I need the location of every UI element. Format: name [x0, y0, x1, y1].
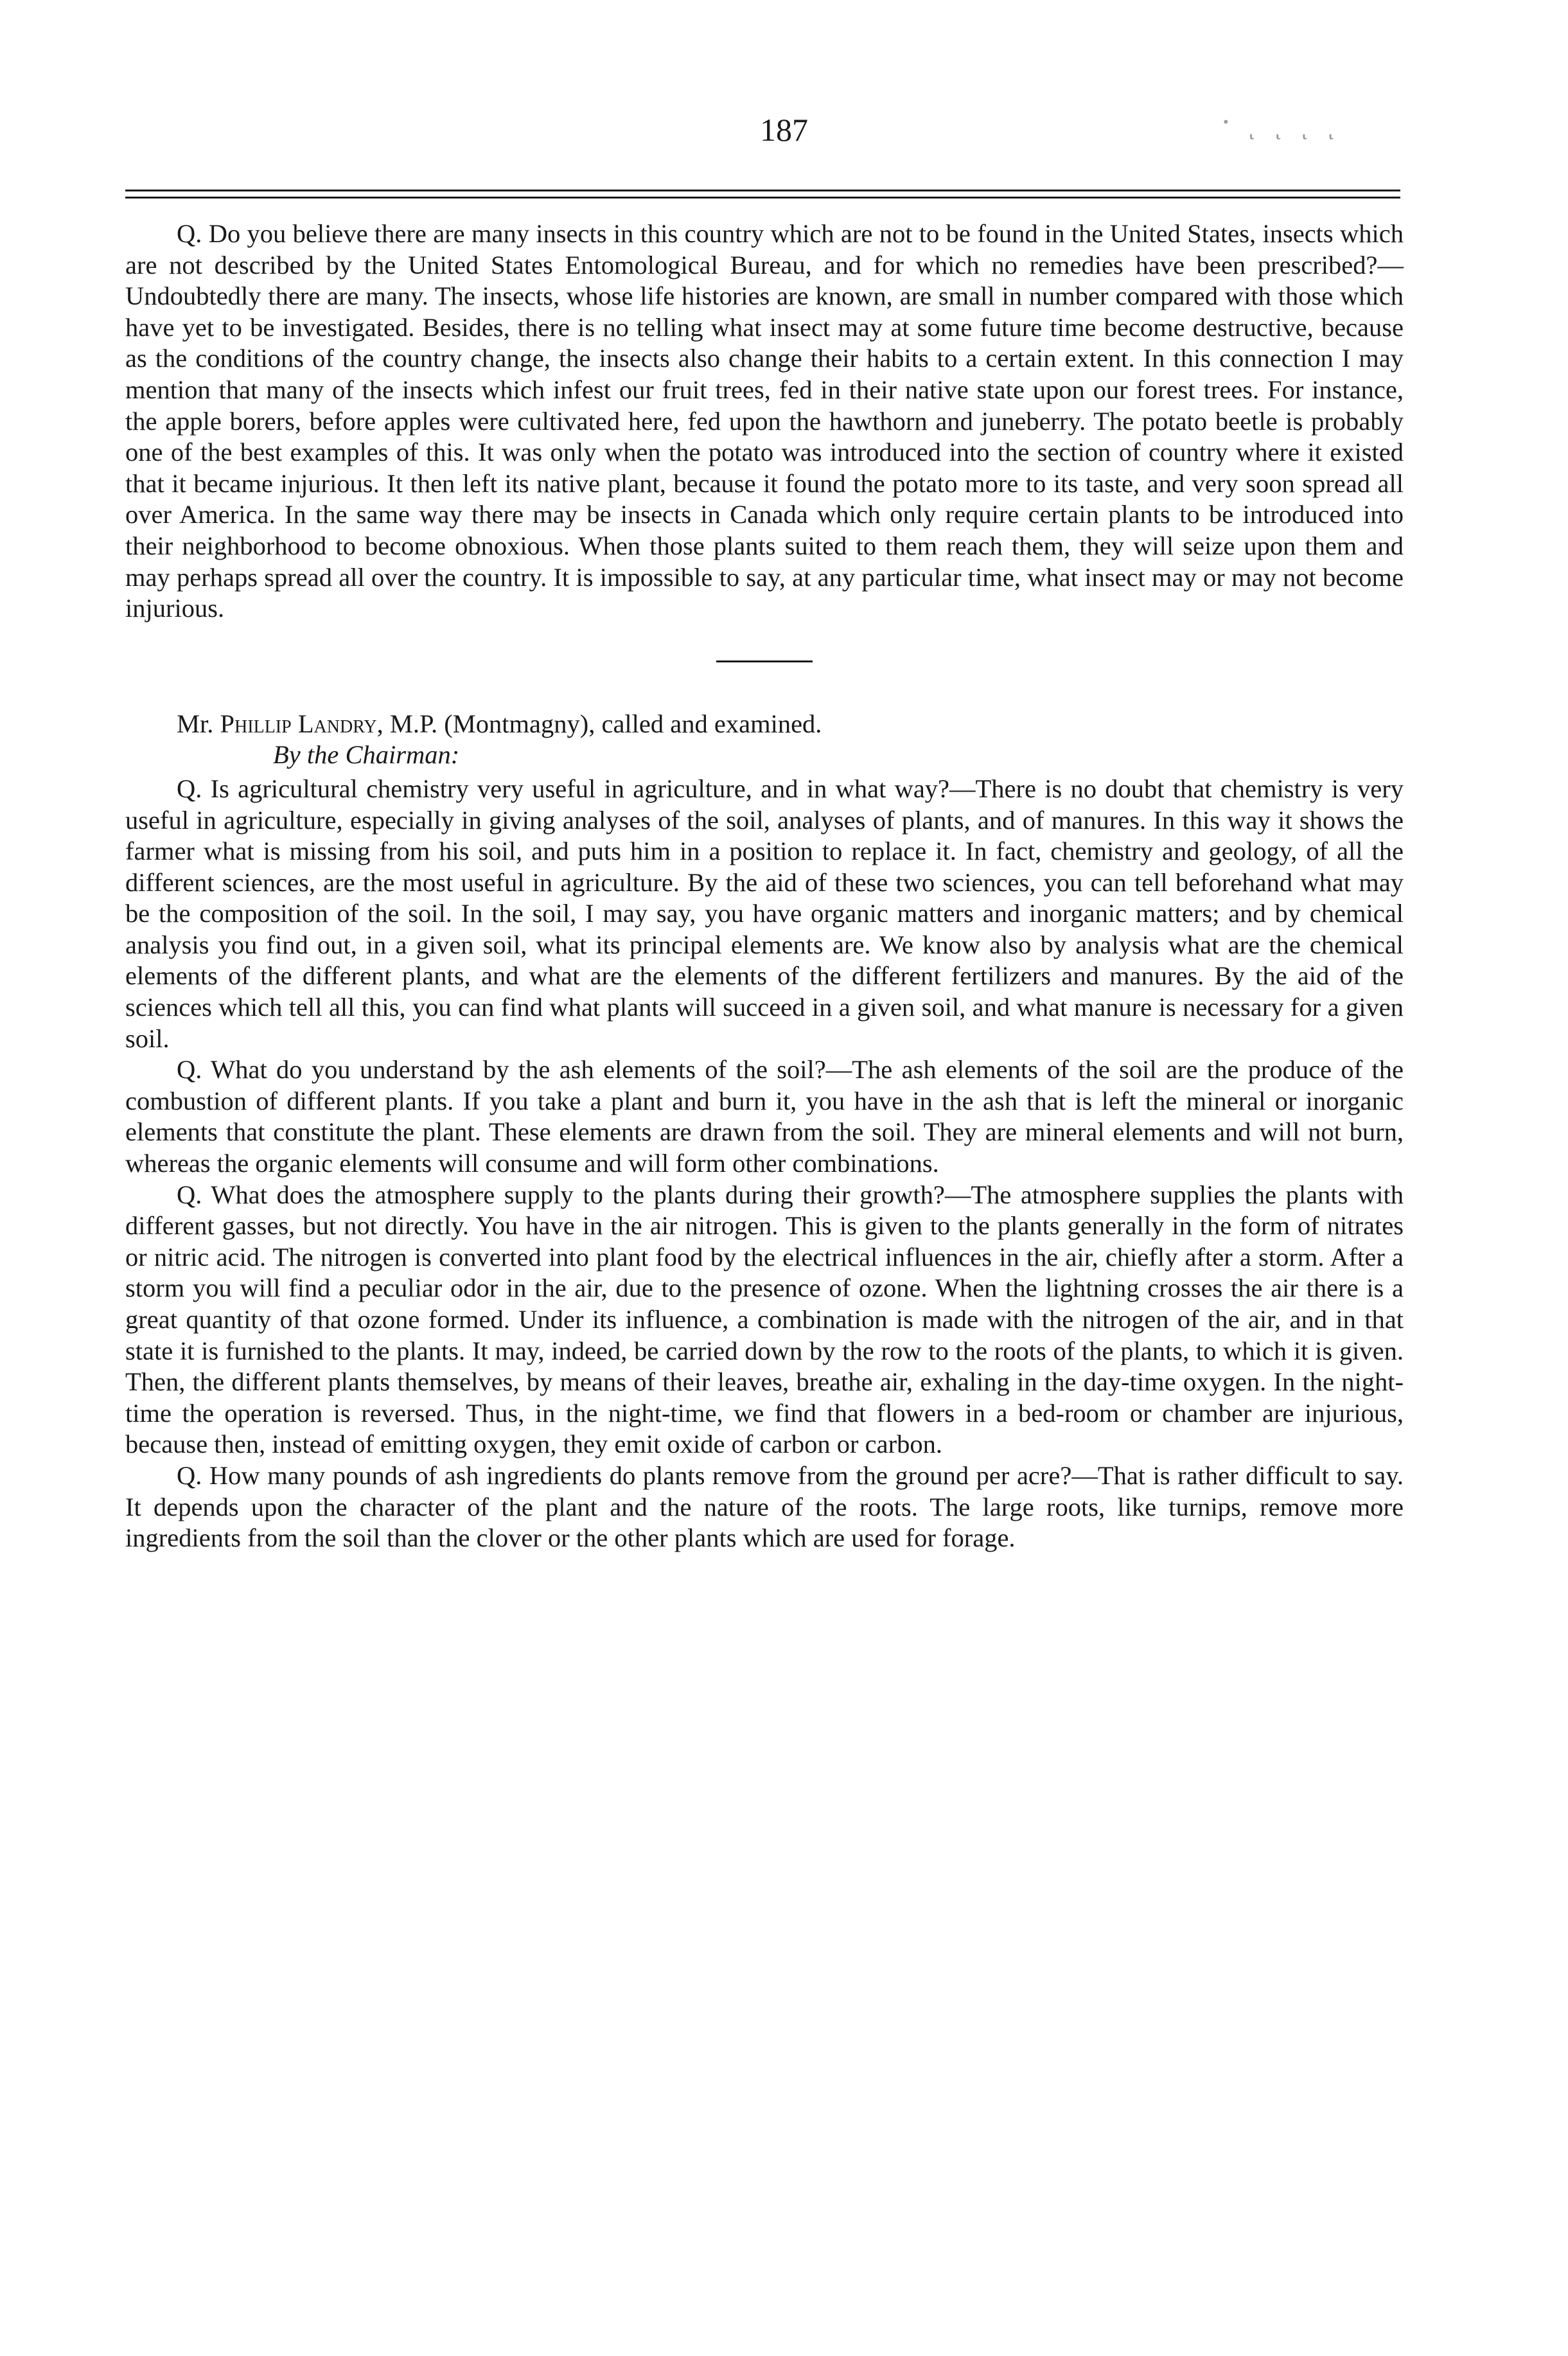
witness-prefix: Mr.: [177, 709, 220, 738]
question-paragraph: Q. What do you understand by the ash elements of the soil?—The ash elements of the soil are the produce of the combustion of different plants. If you take a plant and burn it, you have in the ash that is left the mineral or inorganic elements that constitute the plant. These elements are drawn from the soil. They are mineral elements and will not burn, whereas the organic elements will consume and will form other combinations.: [125, 1055, 1404, 1178]
question-paragraph: Q. Is agricultural chemistry very useful in agriculture, and in what way?—There is no doubt that chemistry is very useful in agriculture, especially in giving analyses of the soil, analyses of plants, and of manures. In this way it shows the farmer what is missing from his soil, and puts him in a position to replace it. In fact, chemistry and geology, of all the different sciences, are the most useful in agriculture. By the aid of these two sciences, you can tell beforehand what may be the composition of the soil. In the soil, I may say, you have organic matters and inorganic matters; and by chemical analysis you find out, in a given soil, what its principal elements are. We know also by analysis what are the chemical elements of the different plants, and what are the elements of the different fertilizers and manures. By the aid of the sciences which tell all this, you can find what plants will succeed in a given soil, and what manure is necessary for a given soil.: [125, 774, 1404, 1053]
page-number: 187: [760, 112, 808, 148]
question-paragraph: Q. What does the atmosphere supply to the plants during their growth?—The atmosphere supplies the plants with different gasses, but not directly. You have in the air nitrogen. This is given to the plants generally in the form of nitrates or nitric acid. The nitrogen is converted into plant food by the electrical influences in the air, chiefly after a storm. After a storm you will find a peculiar odor in the air, due to the presence of ozone. When the lightning crosses the air there is a great quantity of that ozone formed. Under its influence, a combination is made with the nitrogen of the air, and in that state it is furnished to the plants. It may, indeed, be carried down by the row to the roots of the plants, to which it is given. Then, the different plants themselves, by means of their leaves, breathe air, exhaling in the day-time oxygen. In the night-time the operation is reversed. Thus, in the night-time, we find that flowers in a bed-room or chamber are injurious, because then, instead of emitting oxygen, they emit oxide of carbon or carbon.: [125, 1180, 1404, 1459]
insects-paragraph: Q. Do you believe there are many insects in this country which are not to be found in the United States, insects which are not described by the United States Entomological Bureau, and for which no remedies have been prescribed?—Undoubtedly there are many. The insects, whose life histories are known, are small in number compared with those which have yet to be investigated. Besides, there is no telling what insect may at some future time become destructive, because as the conditions of the country change, the insects also change their habits to a certain extent. In this connection I may mention that many of the insects which infest our fruit trees, fed in their native state upon our forest trees. For instance, the apple borers, before apples were cultivated here, fed upon the hawthorn and juneberry. The potato beetle is probably one of the best examples of this. It was only when the potato was introduced into the section of country where it existed that it became injurious. It then left its native plant, because it found the potato more to its taste, and very soon spread all over America. In the same way there may be insects in Canada which only require certain plants to be introduced into their neighborhood to become obnoxious. When those plants suited to them reach them, they will seize upon them and may perhaps spread all over the country. It is impossible to say, at any particular time, what insect may or may not become injurious.: [125, 219, 1404, 623]
header-rule-bottom: [125, 197, 1400, 199]
corner-mark: · ͺ ͺ ͺ ͺ: [1220, 103, 1341, 139]
header-rule-top: [125, 190, 1400, 191]
witness-suffix: , M.P. (Montmagny), called and examined.: [376, 709, 822, 738]
question-paragraph: Q. How many pounds of ash ingredients do plants remove from the ground per acre?—That is rather difficult to say. It depends upon the character of the plant and the nature of the roots. The large roots, like turnips, remove more ingredients from the soil than the clover or the other plants which are used for forage.: [125, 1460, 1404, 1553]
by-chairman: By the Chairman:: [273, 740, 460, 770]
witness-heading: [125, 709, 1404, 740]
page-body: [125, 218, 1404, 1554]
section-divider: [716, 660, 813, 662]
witness-name: Phillip Landry: [220, 709, 377, 738]
